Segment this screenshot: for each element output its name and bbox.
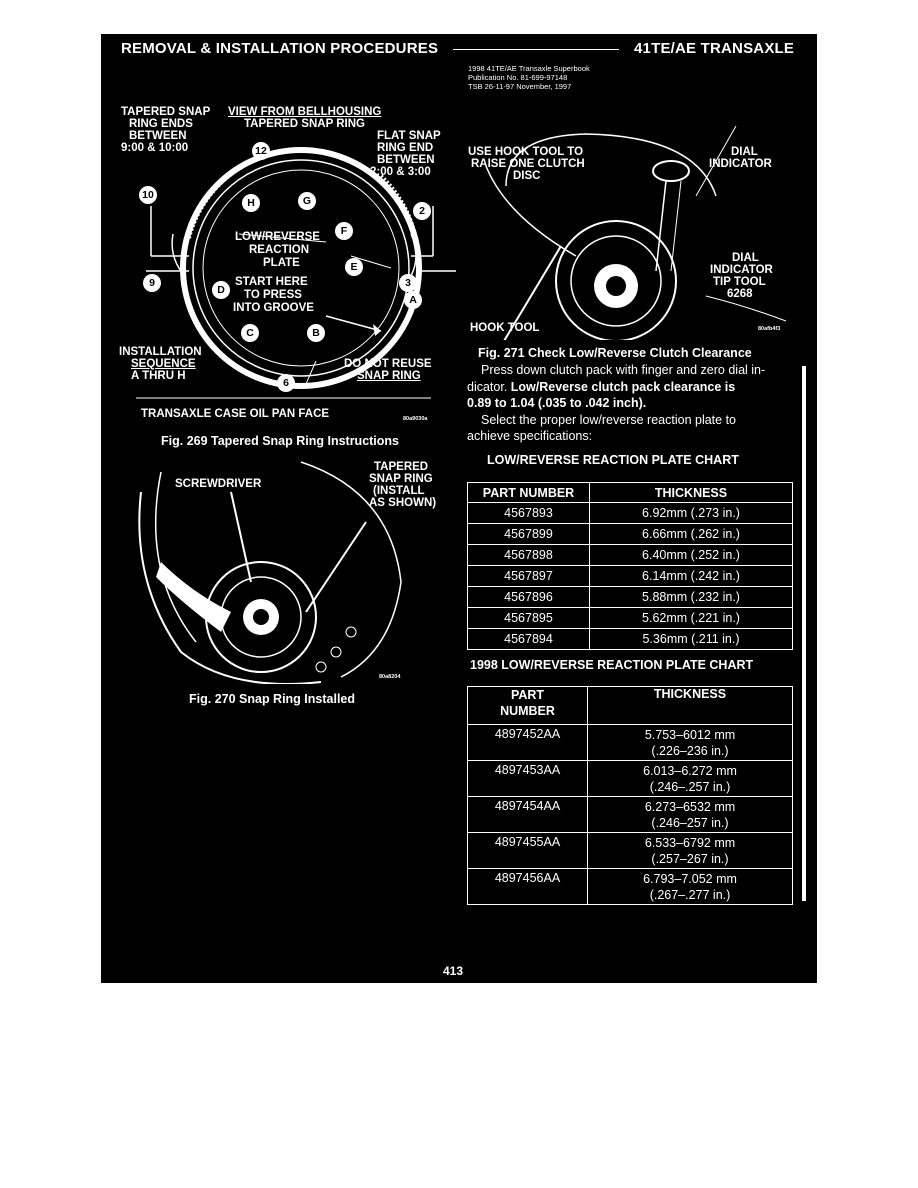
chart-1-row [468,503,793,524]
chart-1-title: LOW/REVERSE REACTION PLATE CHART [487,453,739,467]
clearance-spec-2: 0.89 to 1.04 (.035 to .042 inch). [467,396,647,410]
thickness-cell: 6.40mm (.252 in.) [590,545,793,566]
chart-1-col-part: PART NUMBER [468,483,590,503]
sequence-b-marker: B [307,324,325,342]
chart-2-col-part-2: NUMBER [500,704,555,718]
part-number-cell: 4897453AA [468,761,588,797]
fig-269-diagram [111,106,456,426]
thickness-cell: 6.14mm (.242 in.) [590,566,793,587]
procedure-text [467,362,791,445]
chart-2-row [468,761,793,797]
tapered-ends-label-2: RING ENDS [129,118,193,130]
tapered-snap-ring-label: TAPERED SNAP RING [244,118,365,130]
flat-snap-label-4: 2:00 & 3:00 [370,166,431,178]
fig-270-caption: Fig. 270 Snap Ring Installed [189,692,356,706]
low-reverse-label-1: LOW/REVERSE [235,231,320,243]
chart-2-title: 1998 LOW/REVERSE REACTION PLATE CHART [470,658,754,672]
clock-12-marker: 12 [252,142,270,160]
fig-271-caption: Fig. 271 Check Low/Reverse Clutch Clearance [478,346,752,360]
sequence-f-marker: F [335,222,353,240]
tapered-ends-label-4: 9:00 & 10:00 [121,142,189,154]
thickness-cell [588,833,793,869]
thickness-mm: 6.533–6792 mm [644,835,736,850]
part-number-cell: 4567897 [468,566,590,587]
chart-2-row [468,797,793,833]
chart-2-body [468,725,793,905]
chart-1-table [467,482,793,650]
flat-snap-label-3: BETWEEN [377,154,435,166]
chart-2-col-part-1: PART [510,688,545,702]
do-not-reuse-label-2: SNAP RING [357,370,421,382]
part-number-cell: 4567896 [468,587,590,608]
clutch-clearance-drawing [466,106,796,340]
para1-line1: Press down clutch pack with finger and zero dial in- [481,363,766,377]
fig-269-caption: Fig. 269 Tapered Snap Ring Instructions [161,434,400,448]
view-from-bellhousing-label: VIEW FROM BELLHOUSING [228,106,382,118]
do-not-reuse-label-1: DO NOT REUSE [344,358,432,370]
thickness-in: (.267–.277 in.) [649,887,731,902]
tapered-label-4: AS SHOWN) [369,497,437,509]
chart-2-row [468,833,793,869]
thickness-cell: 5.36mm (.211 in.) [590,629,793,650]
para1-line2 [467,379,791,396]
thickness-mm: 5.753–6012 mm [644,727,736,742]
snap-ring-installed-drawing [121,452,411,684]
clock-10-marker: 10 [139,186,157,204]
dial-indicator-label-2: INDICATOR [709,158,772,170]
tip-tool-label-3: TIP TOOL [713,276,766,288]
tip-tool-label-1: DIAL [732,252,759,264]
para2-line1: Select the proper low/reverse reaction plate to [481,412,736,427]
fig-271-illustration [466,106,796,340]
chart-1-row [468,629,793,650]
part-number-cell: 4567894 [468,629,590,650]
thickness-cell [588,797,793,833]
pub-line-1: 1998 41TE/AE Transaxle Superbook [468,64,590,73]
fig-270-illustration [121,452,437,684]
chart-1-body [468,503,793,650]
installation-label-3: A THRU H [131,370,186,382]
hook-label-2: RAISE ONE CLUTCH [471,158,585,170]
chart-2-row [468,869,793,905]
chart-2-table [467,686,793,905]
installation-label-2: SEQUENCE [131,358,196,370]
part-number-cell: 4897456AA [468,869,588,905]
installation-label-1: INSTALLATION [119,346,202,358]
thickness-cell [588,725,793,761]
publication-info [468,64,590,91]
part-number-cell: 4567898 [468,545,590,566]
tapered-ends-label-3: BETWEEN [129,130,187,142]
para2-line2: achieve specifications: [467,429,593,443]
tapered-label-2: SNAP RING [369,473,433,485]
chart-2-col-thickness: THICKNESS [588,687,793,725]
section-title: REMOVAL & INSTALLATION PROCEDURES [121,40,439,57]
clock-2-marker: 2 [413,202,431,220]
pub-line-3: TSB 26-11-97 November, 1997 [468,82,572,91]
hook-tool-label: HOOK TOOL [470,322,540,334]
screwdriver-label: SCREWDRIVER [175,478,262,490]
chart-2-row [468,725,793,761]
chart-1-row [468,608,793,629]
change-bar [802,366,806,901]
thickness-mm: 6.273–6532 mm [644,799,736,814]
tapered-label-3: (INSTALL [373,485,425,497]
part-number-cell: 4567895 [468,608,590,629]
sequence-h-marker: H [242,194,260,212]
clock-9-marker: 9 [143,274,161,292]
header-rule [453,49,619,50]
para1-text: dicator. [467,379,511,394]
part-number-cell: 4897454AA [468,797,588,833]
page-number: 413 [443,964,464,978]
flat-snap-label-1: FLAT SNAP [377,130,441,142]
thickness-cell: 5.88mm (.232 in.) [590,587,793,608]
chart-2-col-part [468,687,588,725]
sequence-c-marker: C [241,324,259,342]
transaxle-title: 41TE/AE TRANSAXLE [634,40,795,57]
thickness-mm: 6.793–7.052 mm [643,871,737,886]
fig-270-code: 80a8204 [379,674,401,680]
start-here-label-1: START HERE [235,276,308,288]
manual-page [101,34,817,983]
clock-3-marker: 3 [399,274,417,292]
fig-269-code: 80a9030a [403,416,428,422]
clock-6-marker: 6 [277,374,295,392]
thickness-in: (.257–267 in.) [651,851,729,866]
thickness-in: (.246–.257 in.) [649,779,731,794]
chart-1-row [468,524,793,545]
chart-1-row [468,566,793,587]
hook-label-1: USE HOOK TOOL TO [468,146,584,158]
thickness-cell [588,761,793,797]
flat-snap-label-2: RING END [377,142,434,154]
low-reverse-label-3: PLATE [263,257,300,269]
tip-tool-label-2: INDICATOR [710,264,773,276]
oil-pan-face-label: TRANSAXLE CASE OIL PAN FACE [141,408,330,420]
hook-label-3: DISC [513,170,541,182]
part-number-cell: 4567899 [468,524,590,545]
chart-1-col-thickness: THICKNESS [590,483,793,503]
part-number-cell: 4567893 [468,503,590,524]
sequence-e-marker: E [345,258,363,276]
sequence-g-marker: G [298,192,316,210]
pub-line-2: Publication No. 81-699-97148 [468,73,568,82]
thickness-cell: 5.62mm (.221 in.) [590,608,793,629]
thickness-cell [588,869,793,905]
thickness-cell: 6.66mm (.262 in.) [590,524,793,545]
sequence-d-marker: D [212,281,230,299]
clearance-spec-1: Low/Reverse clutch pack clearance is [510,379,736,394]
dial-indicator-label-1: DIAL [731,146,758,158]
thickness-in: (.226–236 in.) [651,743,729,758]
start-here-label-2: TO PRESS [244,289,302,301]
sequence-a-marker: A [404,291,422,309]
tapered-label-1: TAPERED [374,461,429,473]
fig-271-code: 80afb4f3 [758,326,781,332]
chart-1-row [468,545,793,566]
thickness-in: (.246–257 in.) [651,815,729,830]
thickness-mm: 6.013–6.272 mm [643,763,737,778]
tapered-ends-label-1: TAPERED SNAP [121,106,211,118]
start-here-label-3: INTO GROOVE [233,302,314,314]
thickness-cell: 6.92mm (.273 in.) [590,503,793,524]
part-number-cell: 4897452AA [468,725,588,761]
chart-1-row [468,587,793,608]
part-number-cell: 4897455AA [468,833,588,869]
tip-tool-label-4: 6268 [727,288,753,300]
low-reverse-label-2: REACTION [249,244,310,256]
